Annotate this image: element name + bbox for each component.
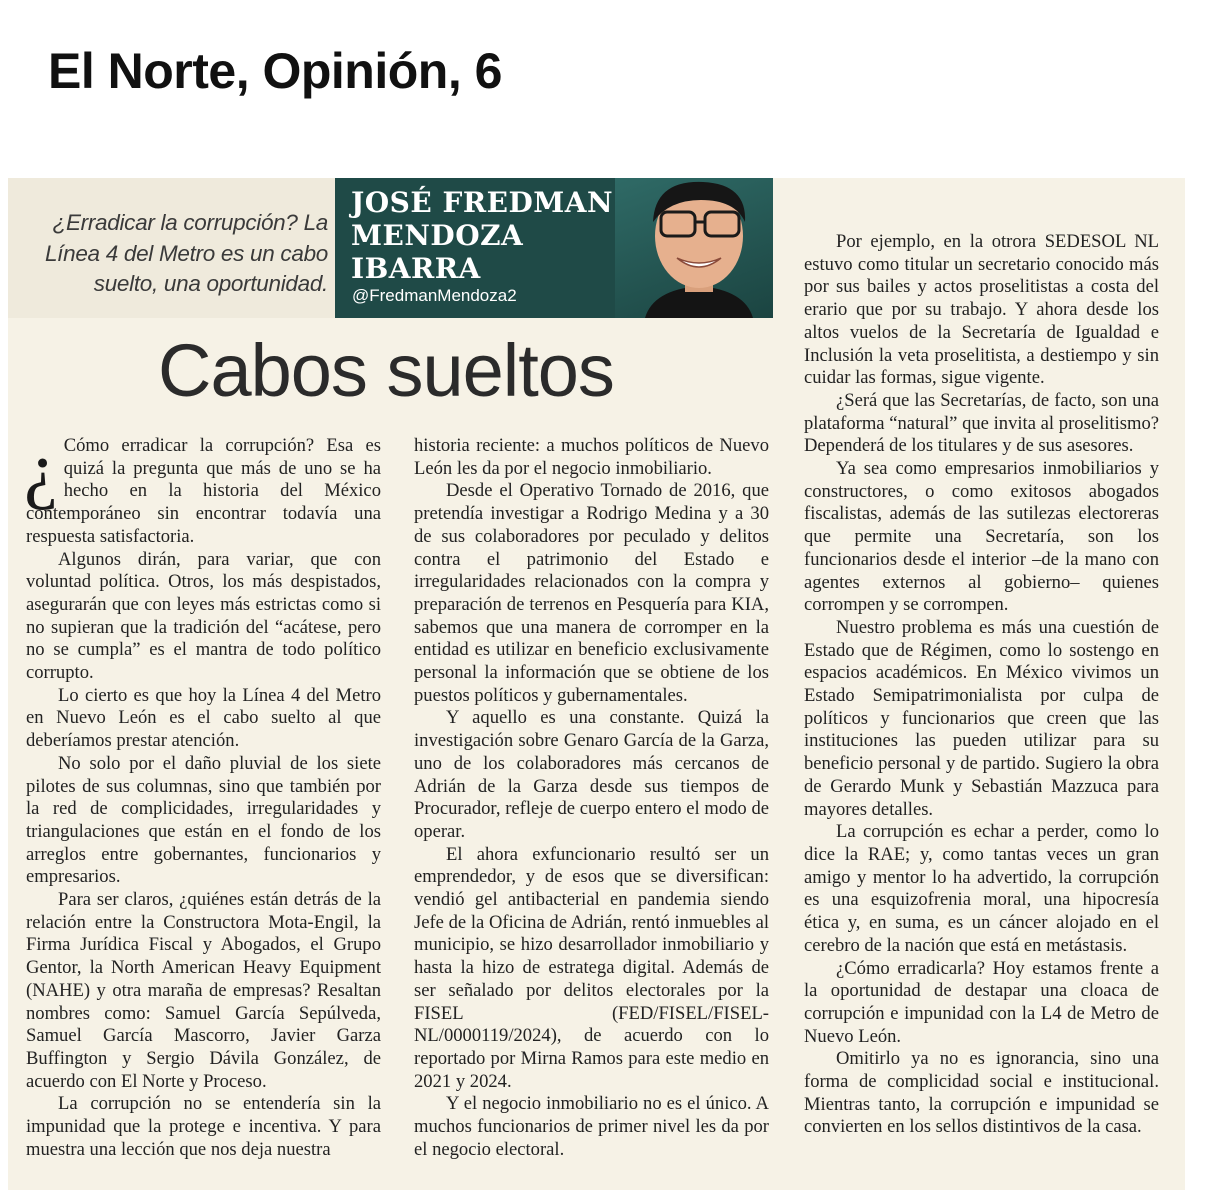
paragraph: ¿ Cómo erradicar la corrupción? Esa es quizá la pregunta que más de uno se ha hecho en la historia del México contemporáneo sin encontrar todavía una respuesta satisfactoria. bbox=[24, 427, 381, 547]
paragraph: La corrupción no se entendería sin la impunidad que la protege e incentiva. Y para muestra una lección que nos deja nuestra bbox=[26, 1093, 381, 1160]
paragraph: No solo por el daño pluvial de los siete pilotes de sus columnas, sino que también por la red de complicidades, irregularidades y triangulaciones que están en el fondo de los arreglos entre gobernantes, funcionarios y empresarios. bbox=[26, 752, 381, 888]
paragraph: ¿Cómo erradicarla? Hoy estamos frente a la oportunidad de destapar una cloaca de corrupción e impunidad con la L4 de Metro de Nuevo León. bbox=[804, 957, 1159, 1047]
headline: Cabos sueltos bbox=[158, 329, 614, 412]
paragraph: El ahora exfuncionario resultó ser un emprendedor, y de esos que se diversifican: vendió gel antibacterial en pandemia siendo Jefe de la Oficina de Adrián, rentó inmuebles al municipio, se hizo desarrollador inmobiliario y hasta la hizo de estratega digital. Además de ser señalado por delitos electorales por la FISEL (FED/FISEL/FISEL-NL/0000119/2024), de acuerdo con lo reportado por Mirna Ramos para este medio en 2021 y 2024. bbox=[414, 843, 769, 1092]
paragraph: Nuestro problema es más una cuestión de Estado que de Régimen, como lo sostengo en espacios académicos. En México vivimos un Estado Semipatrimonialista por culpa de políticos y funcionarios que creen que las instituciones las pueden utilizar para su beneficio personal y de partido. Sugiero la obra de Gerardo Munk y Sebastián Mazzuca para mayores detalles. bbox=[804, 616, 1159, 820]
paragraph: La corrupción es echar a perder, como lo dice la RAE; y, como tantas veces un gran amigo y mentor lo ha advertido, la corrupción es una esquizofrenia moral, una hipocresía ética y, en suma, es un cáncer alojado en el cerebro de la nación que está en metástasis. bbox=[804, 821, 1159, 956]
author-name: JOSÉ FREDMAN MENDOZA IBARRA bbox=[351, 186, 614, 285]
paragraph: Lo cierto es que hoy la Línea 4 del Metro en Nuevo León es el cabo suelto al que deberíamos prestar atención. bbox=[26, 684, 381, 752]
drop-cap: ¿ bbox=[24, 427, 58, 511]
paragraph: Omitirlo ya no es ignorancia, sino una forma de complicidad social e institucional. Mientras tanto, la corrupción e impunidad se convierten en los sellos distintivos de la casa. bbox=[804, 1048, 1159, 1138]
author-box bbox=[335, 178, 773, 318]
source-label: El Norte, Opinión, 6 bbox=[48, 43, 502, 99]
paragraph: Para ser claros, ¿quiénes están detrás de la relación entre la Constructora Mota-Engil, la Firma Jurídica Fiscal y Abogados, el Grupo Gentor, la North American Heavy Equipment (NAHE) y otra maraña de empresas? Resaltan nombres como: Samuel García Sepúlveda, Samuel García Mascorro, Javier Garza Buffington y Sergio Dávila González, de acuerdo con El Norte y Proceso. bbox=[26, 889, 381, 1092]
author-portrait bbox=[625, 178, 773, 318]
article-column-2 bbox=[414, 435, 769, 1162]
paragraph: Y el negocio inmobiliario no es el único. A muchos funcionarios de primer nivel les da por el negocio electoral. bbox=[414, 1093, 769, 1160]
paragraph: Desde el Operativo Tornado de 2016, que pretendía investigar a Rodrigo Medina y a 30 de sus colaboradores por peculado y delitos contra el patrimonio del Estado e irregularidades relacionados con la compra y preparación de terrenos en Pesquería para KIA, sabemos que una manera de corromper en la entidad es utilizar en beneficio exclusivamente personal la información que se obtiene de los puestos políticos y gubernamentales. bbox=[414, 480, 769, 706]
paragraph: ¿Será que las Secretarías, de facto, son una plataforma “natural” que invita al proselitismo? Dependerá de los titulares y de sus asesores. bbox=[804, 389, 1159, 457]
paragraph: Algunos dirán, para variar, que con voluntad política. Otros, los más despistados, asegurarán que con leyes más estrictas como si no supieran que la tradición del “acátese, pero no se cumpla” es el mantra de todo político corrupto. bbox=[26, 548, 381, 684]
author-handle: @FredmanMendoza2 bbox=[352, 286, 517, 305]
article-column-1 bbox=[24, 427, 381, 1162]
paragraph: Ya sea como empresarios inmobiliarios y constructores, o como exitosos abogados fiscalistas, además de las sutilezas electoreras que permite una Secretaría, son los funcionarios desde el interior –de la mano con agentes externos al gobierno– quienes corrompen y se corrompen. bbox=[804, 458, 1159, 616]
paragraph: Y aquello es una constante. Quizá la investigación sobre Genaro García de la Garza, uno de los colaboradores más cercanos de Adrián de la Garza desde sus tiempos de Procurador, refleje de cuerpo entero el modo de operar. bbox=[414, 707, 769, 842]
teaser-text: ¿Erradicar la corrupción? La Línea 4 del Metro es un cabo suelto, una oportunidad. bbox=[44, 210, 328, 296]
article-column-3 bbox=[804, 231, 1159, 1139]
paragraph: historia reciente: a muchos políticos de Nuevo León les da por el negocio inmobiliario. bbox=[414, 435, 769, 479]
paragraph: Por ejemplo, en la otrora SEDESOL NL estuvo como titular un secretario conocido más por sus bailes y actos proselitistas a costa del erario que por su trabajo. Y ahora desde los altos vuelos de la Secretaría de Igualdad e Inclusión la veta proselitista, a destiempo y sin cuidar las formas, sigue vigente. bbox=[804, 231, 1159, 389]
newspaper-clipping bbox=[8, 178, 1185, 1190]
